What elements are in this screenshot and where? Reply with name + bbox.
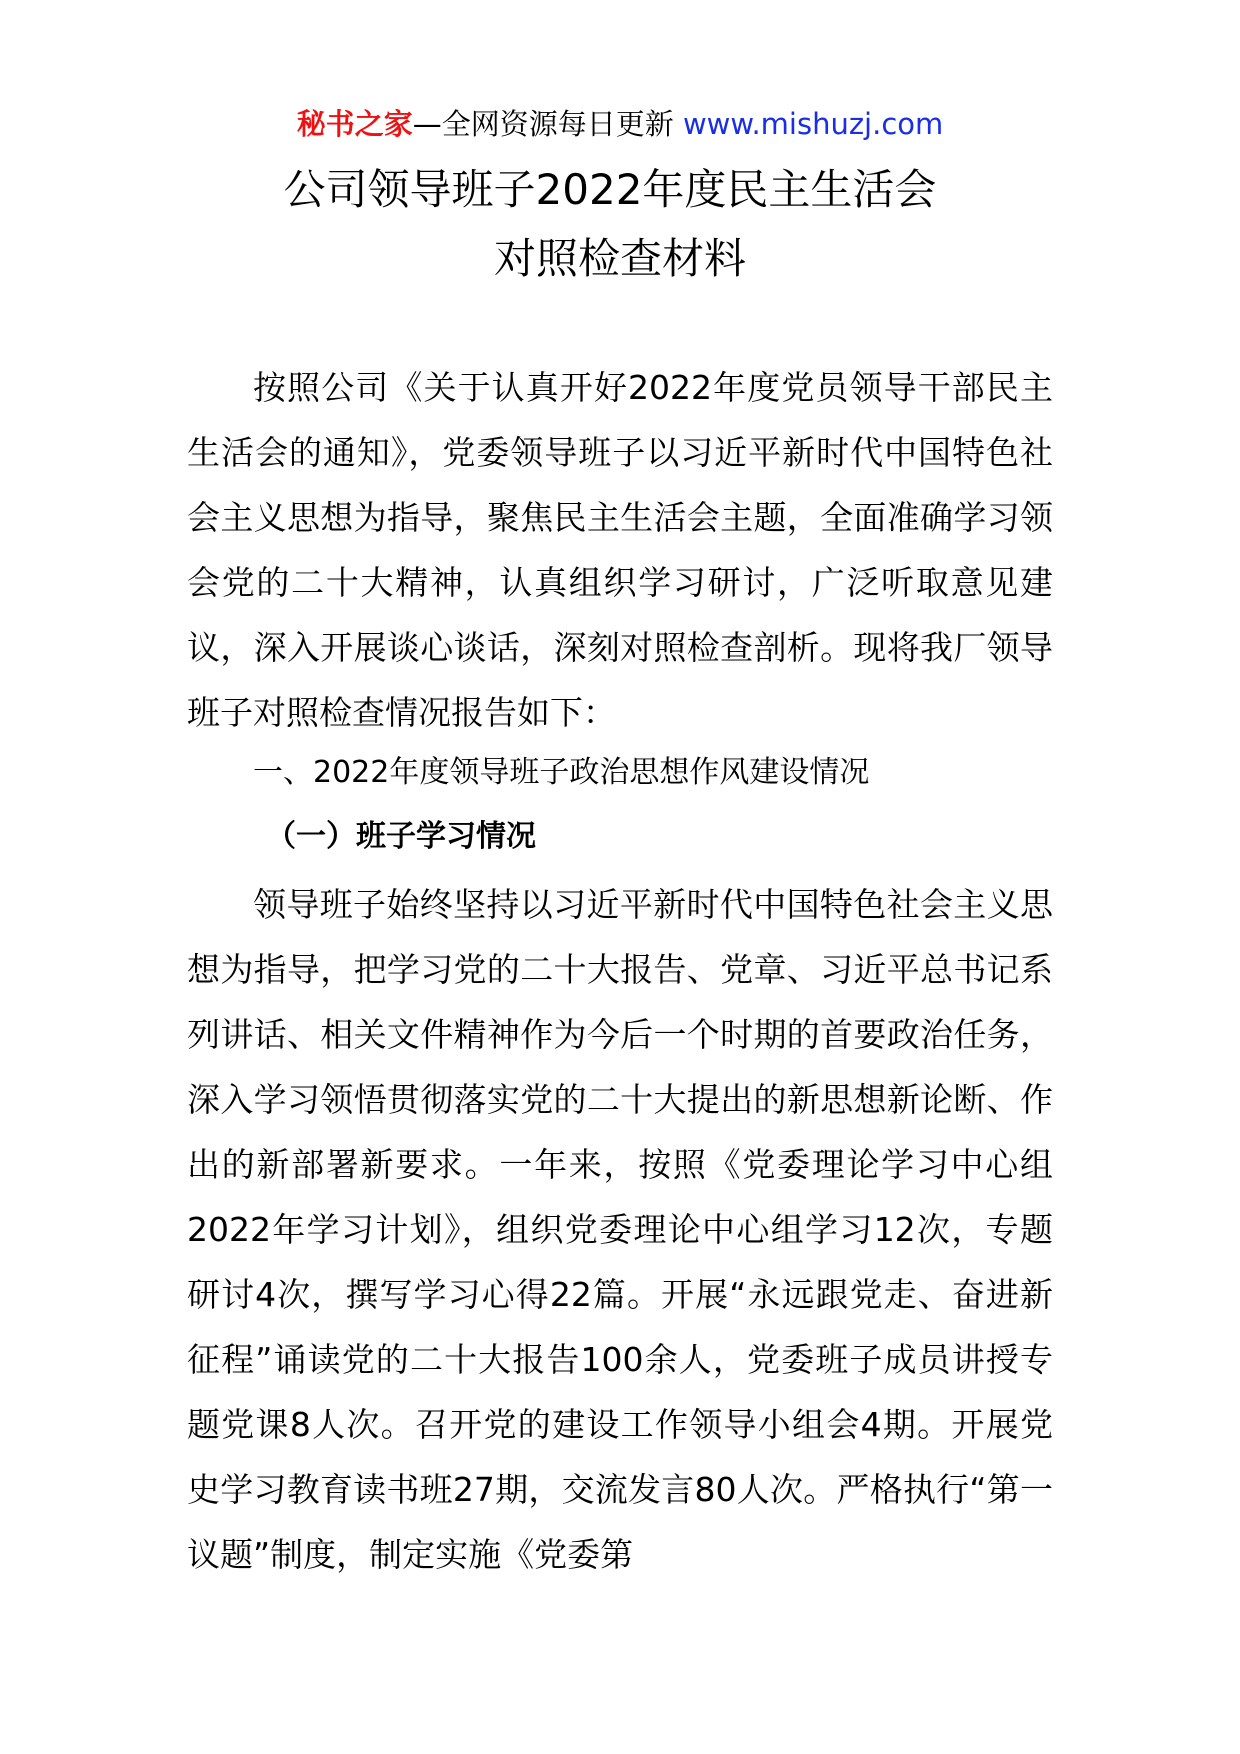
- section-heading: 一、2022年度领导班子政治思想作风建设情况: [253, 755, 870, 790]
- document-title-line-1: 公司领导班子2022年度民主生活会: [283, 165, 937, 214]
- subsection-paragraph: 领导班子始终坚持以习近平新时代中国特色社会主义思想为指导，把学习党的二十大报告、党章、习近平总书记系列讲话、相关文件精神作为今后一个时期的首要政治任务，深入学习领悟贯彻落实党的二十大提出的新思想新论断、作出的新部署新要求。一年来，按照《党委理论学习中心组2022年学习计划》，组织党委理论中心组学习12次，专题研讨4次，撰写学习心得22篇。开展“永远跟党走、奋进新征程”诵读党的二十大报告100余人，党委班子成员讲授专题党课8人次。召开党的建设工作领导小组会4期。开展党史学习教育读书班27期，交流发言80人次。严格执行“第一议题”制度，制定实施《党委第: [187, 885, 1053, 1574]
- brand-name: 秘书之家: [296, 107, 413, 141]
- site-header: [0, 104, 1240, 144]
- site-url-link[interactable]: www.mishuzj.com: [682, 107, 944, 141]
- document-title-line-2: 对照检查材料: [493, 234, 746, 283]
- subsection-heading: （一）班子学习情况: [266, 819, 536, 854]
- header-slogan: —全网资源每日更新: [412, 107, 674, 141]
- intro-paragraph: 按照公司《关于认真开好2022年度党员领导干部民主生活会的通知》，党委领导班子以习近平新时代中国特色社会主义思想为指导，聚焦民主生活会主题，全面准确学习领会党的二十大精神，认真组织学习研讨，广泛听取意见建议，深入开展谈心谈话，深刻对照检查剖析。现将我厂领导班子对照检查情况报告如下：: [187, 368, 1053, 732]
